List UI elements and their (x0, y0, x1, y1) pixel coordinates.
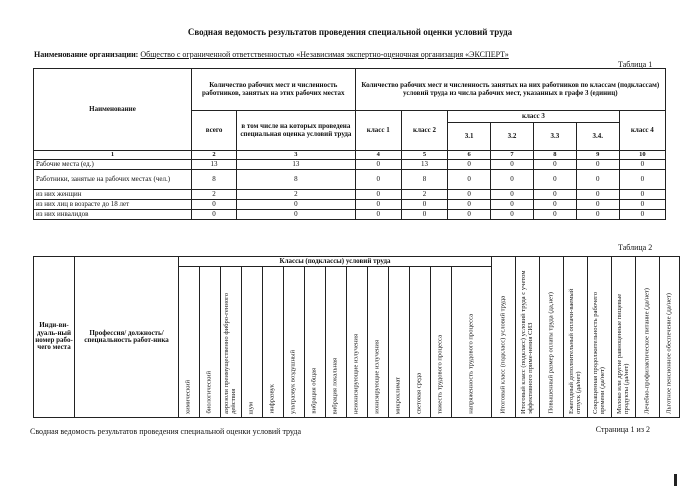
cell-value: 0 (533, 170, 576, 190)
header-condition-classes: Классы (подклассы) условий труда (179, 257, 492, 267)
factor-header: микроклимат (389, 267, 410, 418)
header-3-3: 3.3 (533, 123, 576, 151)
table-row (34, 160, 666, 170)
cell-value: 0 (491, 160, 534, 170)
cell-value: 0 (355, 210, 401, 220)
table2-caption: Таблица 2 (618, 243, 653, 252)
factor-header: шум (242, 267, 263, 418)
cell-value: 0 (191, 200, 236, 210)
header-assessed: в том числе на которых проведена специальная оценка условий труда (237, 111, 356, 151)
cell-value: 0 (448, 210, 491, 220)
cell-value: 0 (448, 190, 491, 200)
cell-value: 0 (355, 170, 401, 190)
cell-value: 0 (491, 190, 534, 200)
factor-header: вибрация локальная (326, 267, 347, 418)
cell-value: 8 (191, 170, 236, 190)
table-row (34, 170, 666, 190)
cell-value: 0 (491, 200, 534, 210)
cell-value: 0 (533, 200, 576, 210)
header-extra-leave: Ежегодный дополнительный оплачи-ваемый отпуск (да/нет) (564, 257, 588, 418)
cell-value: 0 (237, 210, 356, 220)
cell-value: 0 (533, 210, 576, 220)
row-label: из них женщин (34, 190, 192, 200)
column-number: 3 (237, 151, 356, 160)
organization-label: Наименование организации: (34, 50, 139, 59)
factor-header: напряженность трудового процесса (452, 267, 492, 418)
cell-value: 0 (448, 160, 491, 170)
cell-value: 0 (619, 210, 665, 220)
cell-value: 0 (576, 170, 619, 190)
factor-header: ионизирующие излучения (368, 267, 389, 418)
column-number: 8 (533, 151, 576, 160)
header-3-1: 3.1 (448, 123, 491, 151)
cell-value: 0 (619, 190, 665, 200)
page-number: Страница 1 из 2 (595, 425, 650, 434)
header-class2: класс 2 (401, 111, 447, 151)
header-classes: Количество рабочих мест и численность занятых на них работников по классам (подклассам) условий труда из числа рабочих мест, указанных в графе 3 (единиц) (355, 69, 665, 111)
page-footer: Сводная ведомость результатов проведения специальной оценки условий труда (30, 427, 302, 436)
cell-value: 0 (191, 210, 236, 220)
cell-value: 13 (401, 160, 447, 170)
cell-value: 0 (619, 170, 665, 190)
cell-value: 0 (401, 210, 447, 220)
cell-value: 0 (448, 170, 491, 190)
cell-value: 0 (619, 160, 665, 170)
header-class3: класс 3 (448, 111, 620, 123)
header-reduced-hours: Сокращенная продолжительность рабочего времени (да/нет) (588, 257, 612, 418)
table1-caption: Таблица 1 (618, 60, 653, 69)
organization-name: Общество с ограниченной ответственностью «Независимая экспертно-оценочная организация «ЭКСПЕРТ» (140, 50, 509, 59)
cell-value: 0 (355, 190, 401, 200)
cell-value: 13 (191, 160, 236, 170)
summary-table (33, 68, 666, 220)
column-number: 2 (191, 151, 236, 160)
header-3-4: 3.4. (576, 123, 619, 151)
column-number: 1 (34, 151, 192, 160)
factor-header: аэрозоли преимущественно фибро-генного действия (221, 267, 242, 418)
row-label: из них лиц в возрасте до 18 лет (34, 200, 192, 210)
header-3-2: 3.2 (491, 123, 534, 151)
factor-header: биологический (200, 267, 221, 418)
factor-header: световая среда (410, 267, 431, 418)
column-numbers-row (34, 151, 666, 160)
column-number: 9 (576, 151, 619, 160)
cell-value: 0 (576, 200, 619, 210)
cell-value: 13 (237, 160, 356, 170)
header-therapeutic-food: Лечебно-профилактическое питание (да/нет) (636, 257, 660, 418)
factor-header: инфразвук (263, 267, 284, 418)
table-row (34, 190, 666, 200)
cell-value: 0 (533, 190, 576, 200)
factor-header: химический (179, 267, 200, 418)
cell-value: 2 (191, 190, 236, 200)
header-workplace-id: Инди-ви-дуаль-ный номер рабо-чего места (34, 257, 75, 418)
header-pension: Льготное пенсионное обеспечение (да/нет) (660, 257, 680, 418)
header-final-class: Итоговый класс (подкласс) условий труда (492, 257, 516, 418)
header-milk: Молоко или другие равноценные пищевые продукты (да/нет) (612, 257, 636, 418)
organization-line (34, 50, 509, 59)
header-class1: класс 1 (355, 111, 401, 151)
conditions-table (33, 256, 680, 418)
cell-value: 0 (491, 170, 534, 190)
page-title: Сводная ведомость результатов проведения специальной оценки условий труда (187, 27, 513, 37)
row-label: Рабочие места (ед.) (34, 160, 192, 170)
cell-value: 0 (576, 210, 619, 220)
scan-edge-mark (674, 474, 677, 486)
cell-value: 0 (576, 160, 619, 170)
cell-value: 8 (401, 170, 447, 190)
header-profession: Профессия/ должность/ специальность работ-ника (75, 257, 179, 418)
row-label: Работники, занятые на рабочих местах (чел.) (34, 170, 192, 190)
header-name: Наименование (34, 69, 192, 151)
cell-value: 0 (576, 190, 619, 200)
cell-value: 0 (491, 210, 534, 220)
cell-value: 0 (533, 160, 576, 170)
factor-header: неионизирующие излучения (347, 267, 368, 418)
header-class4: класс 4 (619, 111, 665, 151)
header-increased-pay: Повышенный размер оплаты труда (да,нет) (540, 257, 564, 418)
table-row (34, 210, 666, 220)
cell-value: 0 (355, 160, 401, 170)
header-total: всего (191, 111, 236, 151)
cell-value: 2 (237, 190, 356, 200)
column-number: 6 (448, 151, 491, 160)
row-label: из них инвалидов (34, 210, 192, 220)
cell-value: 0 (355, 200, 401, 210)
cell-value: 0 (448, 200, 491, 210)
header-count: Количество рабочих мест и численность работников, занятых на этих рабочих местах (191, 69, 355, 111)
factor-header: ультразвук воздушный (284, 267, 305, 418)
cell-value: 0 (237, 200, 356, 210)
factor-header: тяжесть трудового процесса (431, 267, 452, 418)
cell-value: 0 (401, 200, 447, 210)
table-row (34, 200, 666, 210)
column-number: 7 (491, 151, 534, 160)
column-number: 5 (401, 151, 447, 160)
cell-value: 8 (237, 170, 356, 190)
cell-value: 0 (619, 200, 665, 210)
factor-header: вибрация общая (305, 267, 326, 418)
column-number: 10 (619, 151, 665, 160)
cell-value: 2 (401, 190, 447, 200)
column-number: 4 (355, 151, 401, 160)
header-final-class-ppe: Итоговый класс (подкласс) условий труда с учетом эффективного приме-нения СИЗ (516, 257, 540, 418)
